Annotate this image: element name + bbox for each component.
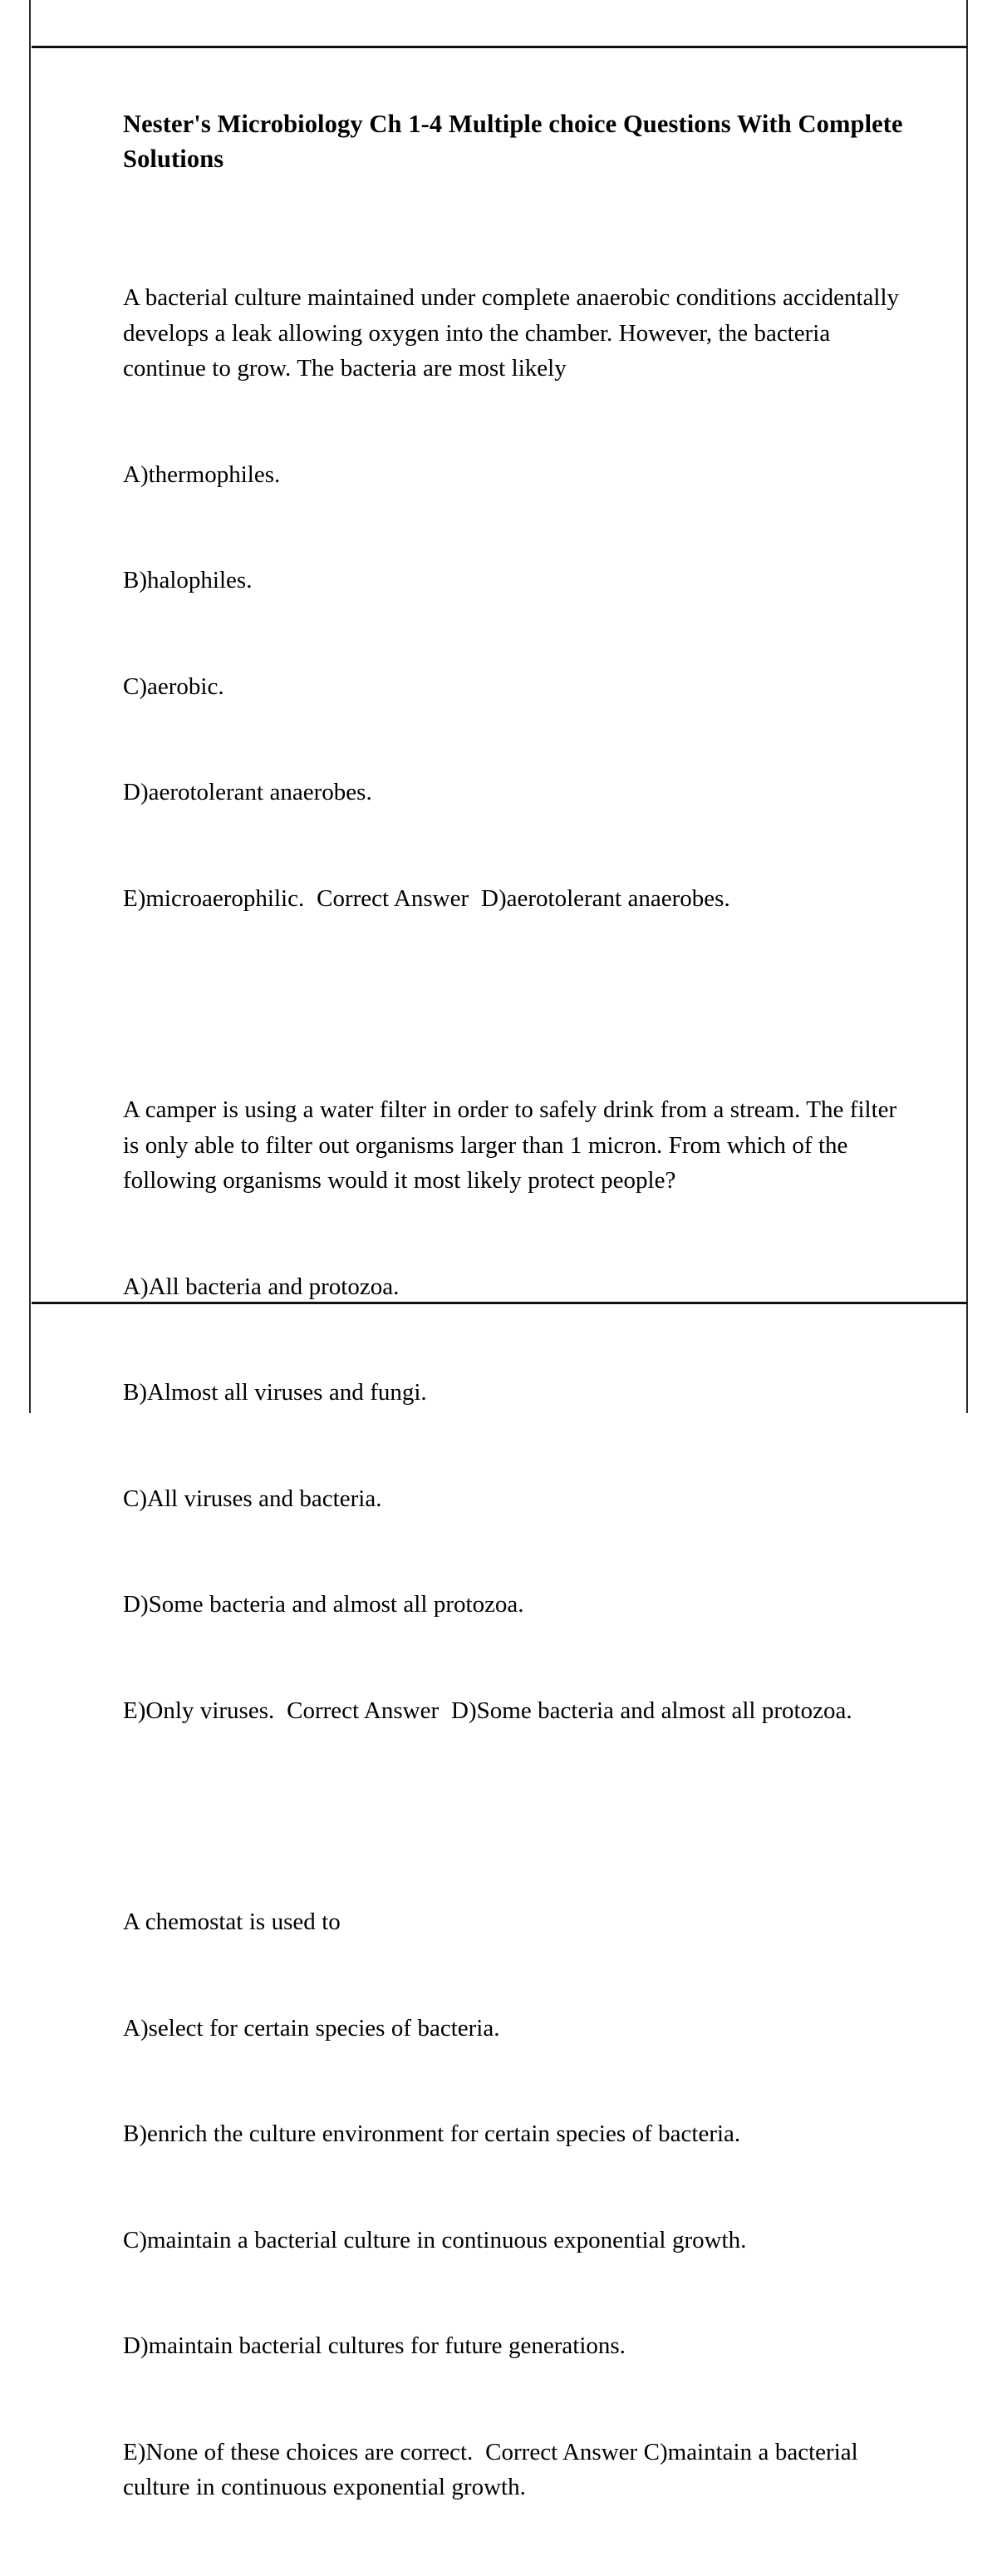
question-option-with-answer: E)microaerophilic. Correct Answer D)aerotolerant anaerobes. — [123, 884, 730, 912]
question-option: C)All viruses and bacteria. — [123, 1485, 382, 1512]
question-block-1 — [123, 209, 904, 987]
question-gap — [123, 1799, 904, 1834]
question-stem: A bacterial culture maintained under complete anaerobic conditions accidentally develops a leak allowing oxygen into the chamber. However, the bacteria continue to grow. The bacteria are most likely — [123, 284, 906, 382]
question-block-2 — [123, 1022, 904, 1799]
question-option: B)Almost all viruses and fungi. — [123, 1379, 427, 1406]
question-stem: A camper is using a water filter in order to safely drink from a stream. The filter is only able to filter out organisms larger than 1 micron. From which of the following organisms would it most likely protect people? — [123, 1096, 903, 1194]
document-body — [123, 106, 910, 2576]
question-option: A)All bacteria and protozoa. — [123, 1273, 400, 1300]
page-title: Nester's Microbiology Ch 1-4 Multiple choice Questions With Complete Solutions — [123, 110, 910, 173]
title-gap — [123, 176, 904, 209]
question-option: D)aerotolerant anaerobes. — [123, 779, 372, 805]
question-option: C)maintain a bacterial culture in continuous exponential growth. — [123, 2226, 747, 2253]
question-option: B)halophiles. — [123, 567, 253, 594]
question-stem: A chemostat is used to — [123, 1909, 341, 1935]
page-left-border — [29, 0, 31, 1413]
question-option: B)enrich the culture environment for certain species of bacteria. — [123, 2120, 741, 2147]
question-option: A)thermophiles. — [123, 461, 281, 488]
question-option-with-answer: E)Only viruses. Correct Answer D)Some bacteria and almost all protozoa. — [123, 1697, 852, 1724]
question-option: C)aerobic. — [123, 672, 224, 700]
question-block-3 — [123, 1834, 904, 2576]
header-rule — [32, 46, 967, 48]
question-gap — [123, 987, 904, 1022]
question-option-with-answer: E)None of these choices are correct. Correct Answer C)maintain a bacterial culture in continuous exponential growth. — [123, 2438, 865, 2500]
question-option: D)Some bacteria and almost all protozoa. — [123, 1591, 524, 1618]
page-right-border — [966, 0, 968, 1413]
question-option: A)select for certain species of bacteria. — [123, 2014, 500, 2042]
question-option: D)maintain bacterial cultures for future generations. — [123, 2332, 626, 2359]
